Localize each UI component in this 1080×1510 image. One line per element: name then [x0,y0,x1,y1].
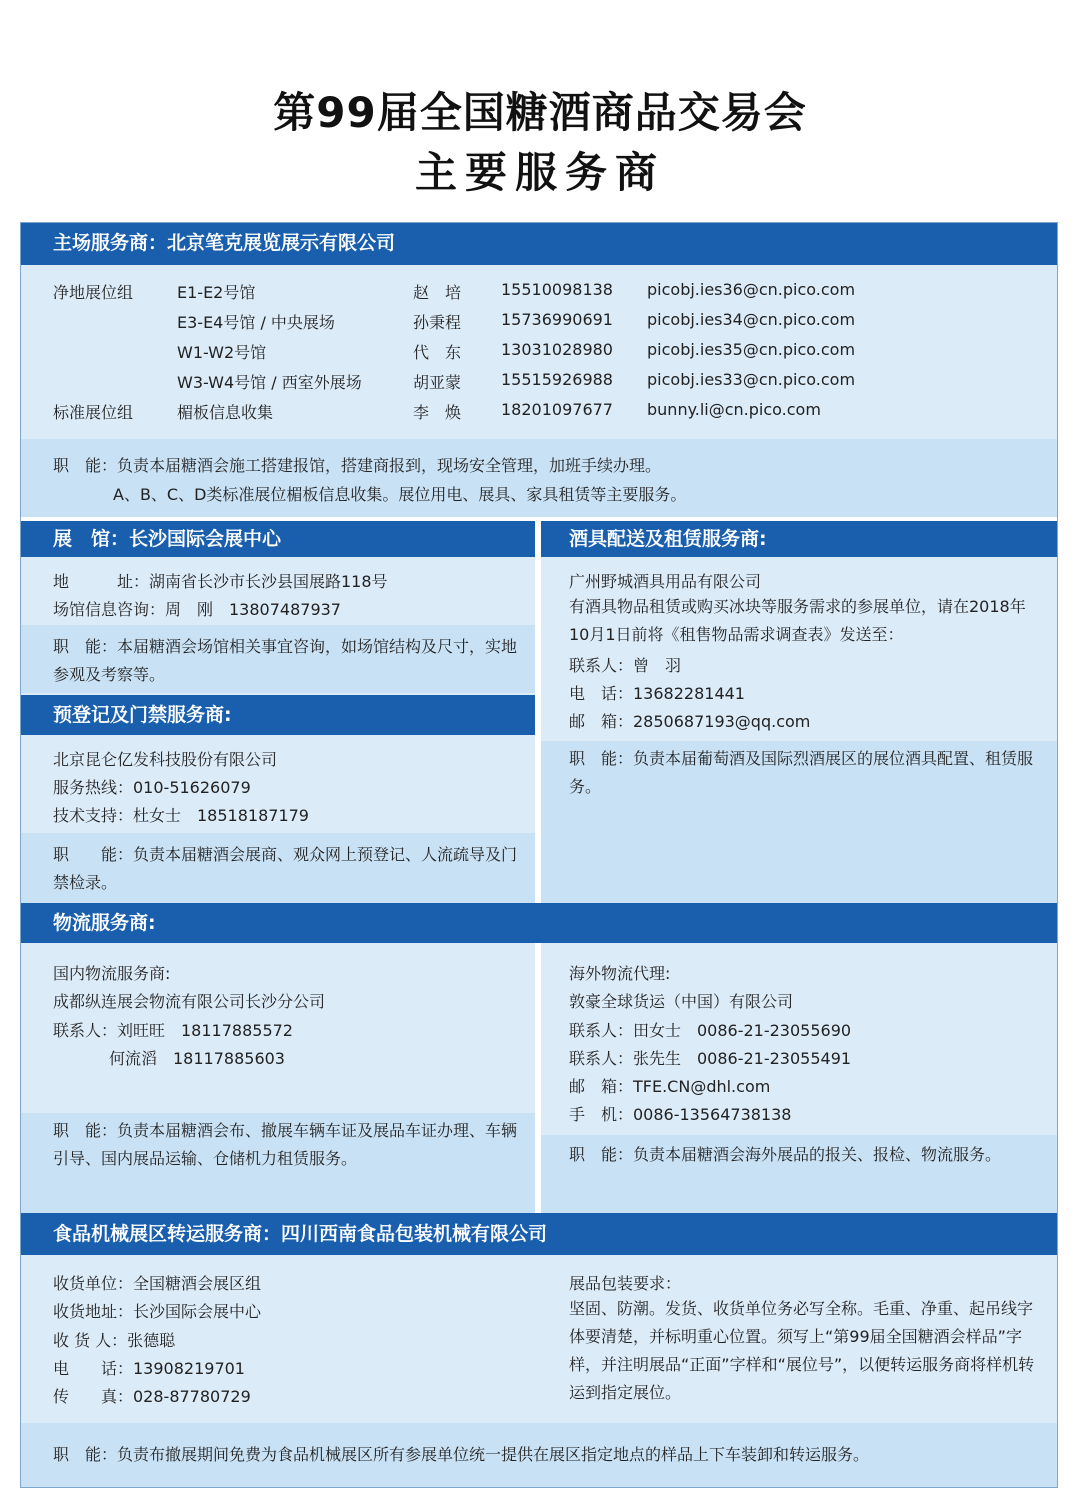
domestic-contact1: 联系人：刘旺旺 18117885572 [53,1021,293,1040]
food-receiver-address: 收货地址：长沙国际会展中心 [53,1302,262,1321]
row-phone: 13031028980 [501,340,613,359]
logistics-header: 物流服务商: [21,903,1057,943]
wine-company: 广州野城酒具用品有限公司 [569,572,762,591]
row-email: picobj.ies35@cn.pico.com [647,340,856,359]
wine-email: 邮 箱：2850687193@qq.com [569,712,811,731]
service-board [20,222,1058,1488]
wine-duty-box [541,741,1057,903]
page-subtitle: 主要服务商 [414,148,665,197]
row-email: picobj.ies33@cn.pico.com [647,370,856,389]
row-contact-name: 胡亚蒙 [413,373,462,392]
row-hall: W3-W4号馆 / 西室外展场 [177,373,362,392]
page-title: 第99届全国糖酒商品交易会 [273,88,807,137]
food-header: 食品机械展区转运服务商：四川西南食品包装机械有限公司 [21,1213,1057,1255]
domestic-title: 国内物流服务商: [53,964,171,983]
venue-address: 地 址：湖南省长沙市长沙县国展路118号 [53,572,388,591]
prereg-header: 预登记及门禁服务商: [21,695,535,735]
row-email: bunny.li@cn.pico.com [647,400,821,419]
domestic-duty-box [21,1113,535,1213]
overseas-contact2: 联系人：张先生 0086-21-23055491 [569,1049,852,1068]
venue-duty: 职 能：本届糖酒会场馆相关事宜咨询，如场馆结构及尺寸，实地参观及考察等。 [53,637,518,684]
prereg-hotline: 服务热线：010-51626079 [53,778,251,797]
prereg-support: 技术支持：杜女士 18518187179 [53,806,309,825]
row-phone: 15736990691 [501,310,613,329]
row-email: picobj.ies34@cn.pico.com [647,310,856,329]
food-duty-box [21,1423,1057,1487]
row-email: picobj.ies36@cn.pico.com [647,280,856,299]
overseas-duty-box [541,1135,1057,1213]
prereg-duty-box [21,833,535,903]
prereg-duty: 职 能：负责本届糖酒会展商、观众网上预登记、人流疏导及门禁检录。 [53,845,518,892]
venue-header: 展 馆：长沙国际会展中心 [21,521,535,557]
food-fax: 传 真：028-87780729 [53,1387,251,1406]
overseas-title: 海外物流代理: [569,964,671,983]
main-duty-line1: 职 能：负责本届糖酒会施工搭建报馆，搭建商报到，现场安全管理，加班手续办理。 [53,456,662,475]
overseas-duty: 职 能：负责本届糖酒会海外展品的报关、报检、物流服务。 [569,1145,1002,1164]
row-group: 净地展位组 [53,283,134,302]
wine-phone: 电 话：13682281441 [569,684,745,703]
overseas-contact1: 联系人：田女士 0086-21-23055690 [569,1021,852,1040]
wine-header: 酒具配送及租赁服务商: [541,521,1057,557]
main-duty-box [21,439,1057,517]
venue-duty-box [21,625,535,693]
row-contact-name: 孙秉程 [413,313,462,332]
overseas-company: 敦豪全球货运（中国）有限公司 [569,992,794,1011]
venue-contact: 场馆信息咨询：周 刚 13807487937 [53,600,341,619]
food-pack-title: 展品包装要求： [569,1274,682,1293]
wine-duty: 职 能：负责本届葡萄酒及国际烈酒展区的展位酒具配置、租赁服务。 [569,749,1034,796]
row-contact-name: 赵 培 [413,283,462,302]
food-pack-text: 坚固、防潮。发货、收货单位务必写全称。毛重、净重、起吊线字体要清楚，并标明重心位置。须写上“第99届全国糖酒会样品”字样，并注明展品“正面”字样和“展位号”，以便转运服务商将样机转运到指定展位。 [569,1299,1035,1402]
row-phone: 15510098138 [501,280,613,299]
wine-notice: 有酒具物品租赁或购买冰块等服务需求的参展单位，请在2018年10月1日前将《租售物品需求调查表》发送至： [569,597,1026,644]
domestic-contact2: 何流滔 18117885603 [109,1049,285,1068]
row-hall: 楣板信息收集 [177,403,274,422]
row-group: 标准展位组 [53,403,134,422]
main-contractor-header: 主场服务商：北京笔克展览展示有限公司 [21,223,1057,265]
food-receiver-unit: 收货单位：全国糖酒会展区组 [53,1274,262,1293]
row-phone: 15515926988 [501,370,613,389]
row-hall: W1-W2号馆 [177,343,267,362]
domestic-duty: 职 能：负责本届糖酒会布、撤展车辆车证及展品车证办理、车辆引导、国内展品运输、仓储机力租赁服务。 [53,1121,518,1168]
row-contact-name: 代 东 [413,343,462,362]
food-phone: 电 话：13908219701 [53,1359,245,1378]
domestic-company: 成都纵连展会物流有限公司长沙分公司 [53,992,326,1011]
wine-contact: 联系人：曾 羽 [569,656,682,675]
food-duty: 职 能：负责布撤展期间免费为食品机械展区所有参展单位统一提供在展区指定地点的样品上下车装卸和转运服务。 [53,1445,870,1464]
row-contact-name: 李 焕 [413,403,462,422]
main-duty-line2: A、B、C、D类标准展位楣板信息收集。展位用电、展具、家具租赁等主要服务。 [113,485,687,504]
prereg-company: 北京昆仑亿发科技股份有限公司 [53,750,278,769]
overseas-email: 邮 箱：TFE.CN@dhl.com [569,1077,771,1096]
row-phone: 18201097677 [501,400,613,419]
row-hall: E3-E4号馆 / 中央展场 [177,313,335,332]
row-hall: E1-E2号馆 [177,283,256,302]
overseas-mobile: 手 机：0086-13564738138 [569,1105,792,1124]
food-receiver: 收 货 人：张德聪 [53,1331,176,1350]
